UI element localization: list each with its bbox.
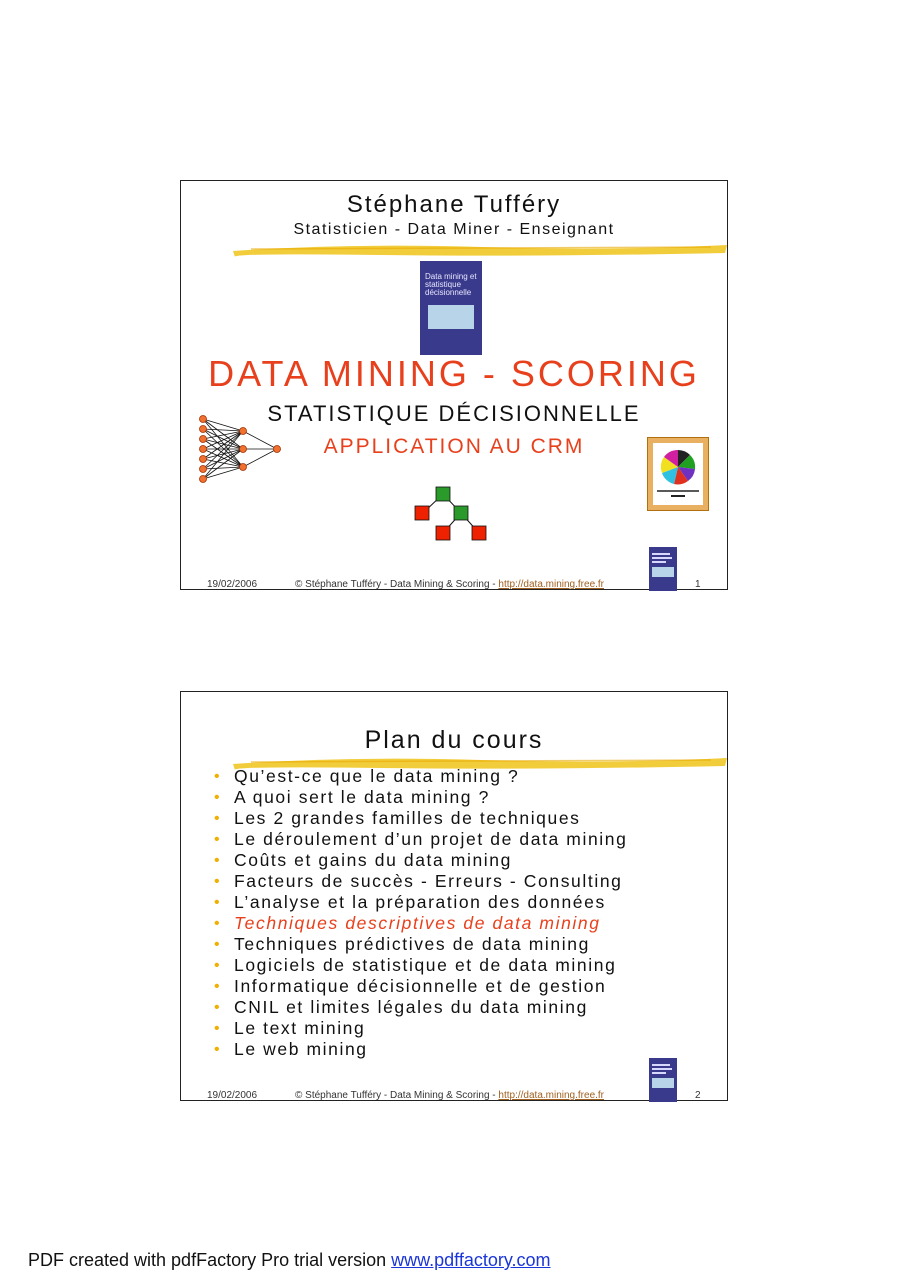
plan-item <box>214 934 627 955</box>
plan-item <box>214 871 627 892</box>
bullet-icon: • <box>214 852 222 869</box>
footer-link[interactable]: http://data.mining.free.fr <box>498 1090 605 1101</box>
author-name: Stéphane Tufféry <box>346 191 562 218</box>
bullet-icon: • <box>214 894 222 911</box>
bullet-icon: • <box>214 1041 222 1058</box>
plan-item <box>214 829 627 850</box>
pdf-creator-text: PDF created with pdfFactory Pro trial version <box>28 1250 392 1270</box>
pie-chart-icon <box>647 437 709 511</box>
page-number: 1 <box>695 579 701 590</box>
plan-item-text: Informatique décisionnelle et de gestion <box>234 976 607 996</box>
subtitle-crm: APPLICATION AU CRM <box>323 435 585 458</box>
plan-item-text: Facteurs de succès - Erreurs - Consulting <box>234 871 623 891</box>
plan-item-text: Techniques prédictives de data mining <box>234 934 590 954</box>
neural-network-icon <box>197 413 283 487</box>
pdf-creator-notice <box>28 1250 551 1271</box>
copyright-symbol: © <box>295 579 303 590</box>
decision-tree-icon <box>411 485 491 543</box>
plan-item-text: Le déroulement d’un projet de data mining <box>234 829 628 849</box>
bullet-icon: • <box>214 873 222 890</box>
slide-1 <box>180 180 728 590</box>
book-cover-image <box>420 261 482 355</box>
bullet-icon: • <box>214 1020 222 1037</box>
footer-credit-text: Stéphane Tufféry - Data Mining & Scoring - <box>305 579 499 590</box>
footer-credit <box>295 579 604 590</box>
plan-item-text: Le text mining <box>234 1018 366 1038</box>
plan-item-text: Coûts et gains du data mining <box>234 850 512 870</box>
bullet-icon: • <box>214 978 222 995</box>
bullet-icon: • <box>214 957 222 974</box>
plan-item-text: Le web mining <box>234 1039 368 1059</box>
pdffactory-link[interactable]: www.pdffactory.com <box>391 1250 551 1270</box>
book-cover-picture <box>428 305 474 329</box>
book-cover-title: Data mining et statistique décisionnelle <box>425 272 477 297</box>
footer-credit-text: Stéphane Tufféry - Data Mining & Scoring - <box>305 1090 499 1101</box>
plan-item <box>214 808 627 829</box>
main-title: DATA MINING - SCORING <box>208 353 700 394</box>
footer-credit <box>295 1090 604 1101</box>
highlighter-stroke <box>231 239 729 259</box>
plan-item <box>214 766 627 787</box>
plan-item-text: Logiciels de statistique et de data mining <box>234 955 617 975</box>
plan-item-text: Qu’est-ce que le data mining ? <box>234 766 520 786</box>
bullet-icon: • <box>214 789 222 806</box>
bullet-icon: • <box>214 999 222 1016</box>
footer-link[interactable]: http://data.mining.free.fr <box>498 579 605 590</box>
bullet-icon: • <box>214 810 222 827</box>
copyright-symbol: © <box>295 1090 303 1101</box>
plan-item <box>214 1039 627 1060</box>
plan-item-text: A quoi sert le data mining ? <box>234 787 490 807</box>
plan-title: Plan du cours <box>364 726 544 754</box>
bullet-icon: • <box>214 831 222 848</box>
page-number: 2 <box>695 1090 701 1101</box>
slide-2 <box>180 691 728 1101</box>
bullet-icon: • <box>214 915 222 932</box>
footer-date: 19/02/2006 <box>207 579 258 590</box>
plan-item-text: CNIL et limites légales du data mining <box>234 997 588 1017</box>
plan-item <box>214 976 627 997</box>
plan-item <box>214 892 627 913</box>
footer-book-thumbnail <box>649 1058 677 1102</box>
plan-item-text: Les 2 grandes familles de techniques <box>234 808 581 828</box>
plan-item <box>214 787 627 808</box>
plan-item <box>214 955 627 976</box>
plan-item-text: L’analyse et la préparation des données <box>234 892 606 912</box>
author-roles: Statisticien - Data Miner - Enseignant <box>293 221 615 238</box>
plan-item <box>214 913 627 934</box>
bullet-icon: • <box>214 936 222 953</box>
footer-date: 19/02/2006 <box>207 1090 258 1101</box>
plan-item <box>214 997 627 1018</box>
plan-item <box>214 850 627 871</box>
plan-list <box>214 766 627 1060</box>
plan-item <box>214 1018 627 1039</box>
subtitle: STATISTIQUE DÉCISIONNELLE <box>267 401 641 426</box>
plan-item-text: Techniques descriptives de data mining <box>234 913 601 933</box>
footer-book-thumbnail <box>649 547 677 591</box>
bullet-icon: • <box>214 768 222 785</box>
